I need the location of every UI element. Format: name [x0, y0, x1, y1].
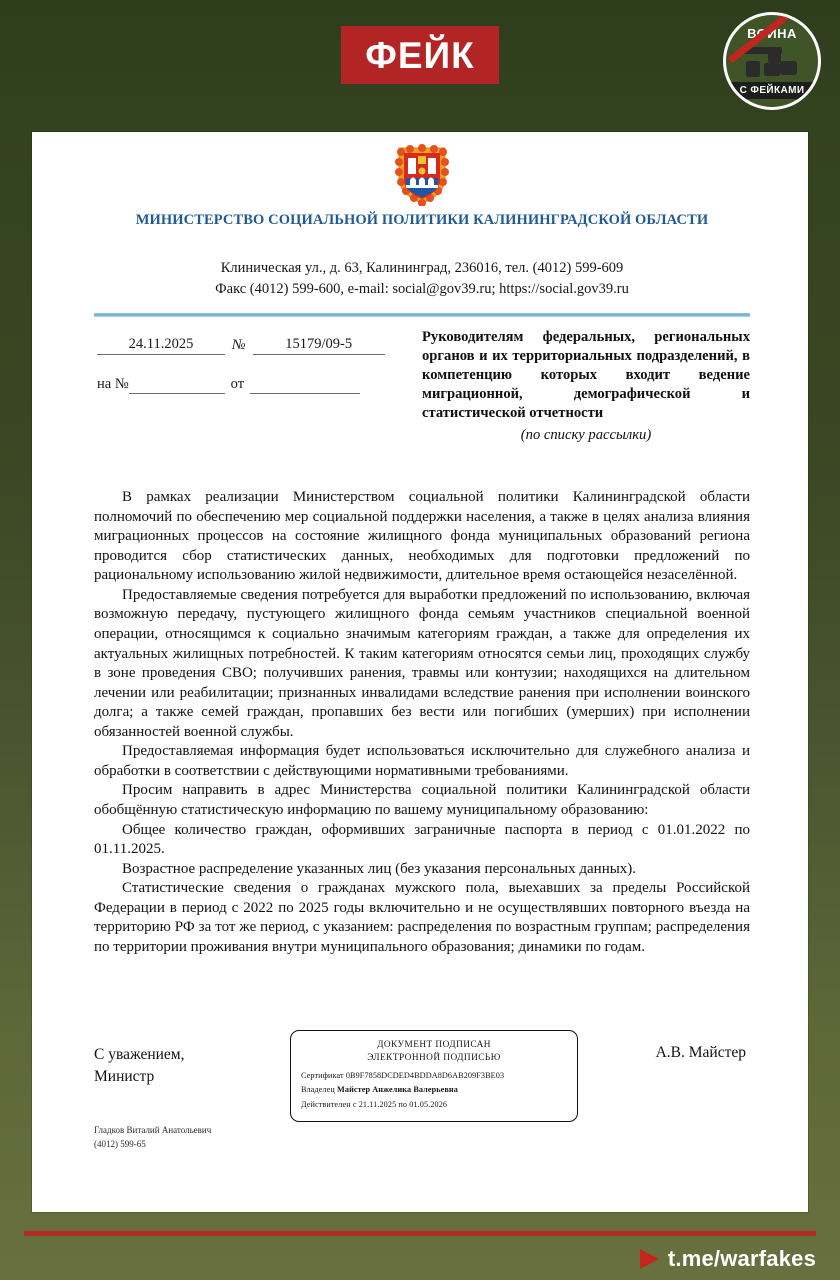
logo-bottom-label: С ФЕЙКАМИ: [730, 82, 814, 99]
estamp-certificate-label: Сертификат: [301, 1071, 344, 1081]
executor-name: Гладков Виталий Анатольевич: [94, 1125, 212, 1135]
executor-phone: (4012) 599-65: [94, 1138, 146, 1149]
document-number: 15179/09-5: [253, 336, 385, 355]
body-paragraph: Просим направить в адрес Министерства социальной политики Калининградской области обобщённую статистическую информацию по вашему муниципальному образованию:: [94, 782, 750, 818]
incoming-date-value: [250, 378, 360, 394]
body-paragraph: Статистические сведения о гражданах мужского пола, выехавших за пределы Российской Федерации в период с 2022 по 2025 годы включительно и не осуществлявших повторного въезда на территорию РФ за тот же период, с указанием: распределения по возрастным группам; распределения по территории проживания внутри муниципального образования; динамики по годам.: [94, 880, 750, 955]
estamp-valid-label: Действителен с: [301, 1099, 357, 1109]
estamp-owner-label: Владелец: [301, 1085, 335, 1095]
electronic-signature-stamp: [290, 1030, 578, 1122]
closing-phrase: С уважением,: [94, 1046, 185, 1063]
footer-divider: [24, 1231, 816, 1236]
incoming-number-value: [129, 378, 225, 394]
fake-badge: [341, 26, 499, 84]
estamp-owner-value: Майстер Анжелика Валерьевна: [337, 1085, 458, 1095]
signature-closing-block: [94, 1044, 185, 1089]
reference-block: [97, 330, 387, 394]
addressee-text: Руководителям федеральных, региональных органов и их территориальных подразделений, в компетенцию которых входит ведение миграционной, демографической и статистической отчетности: [422, 329, 750, 421]
signer-name: А.В. Майстер: [655, 1044, 746, 1061]
estamp-validity-row: [301, 1099, 567, 1111]
incoming-number-label: на №: [97, 376, 129, 392]
estamp-certificate-row: [301, 1070, 567, 1082]
document-date: 24.11.2025: [97, 336, 225, 355]
header-divider: [94, 313, 750, 317]
ministry-contacts: [94, 258, 750, 299]
body-paragraph: Возрастное распределение указанных лиц (без указания персональных данных).: [122, 860, 637, 877]
estamp-valid-to: 01.05.2026: [409, 1099, 448, 1109]
body-paragraph: Общее количество граждан, оформивших заграничные паспорта в период с 01.01.2022 по 01.11.2025.: [94, 821, 750, 858]
contact-line-2: Факс (4012) 599-600, e-mail: social@gov39.ru; https://social.gov39.ru: [215, 280, 629, 297]
body-paragraph: Предоставляемые сведения потребуется для выработки предложений по использованию, включая возможную передачу, пустующего жилищного фонда семьям участников специальной военной операции, относящимся к социально значимым категориям граждан, а также для определения их актуальных жилищных потребностей. К таким категориям относятся семьи лиц, проходящих службу в зоне проведения СВО; получивших ранения, травмы или контузии; находящихся на длительном лечении или реабилитации; признанных инвалидами вследствие ранения при исполнении воинского долга; а также семей граждан, пропавших без вести или погибших (умерших) при исполнении обязанностей военной службы.: [94, 586, 750, 740]
kaliningrad-coat-of-arms-icon: [389, 144, 455, 206]
telegram-handle: t.me/warfakes: [667, 1246, 816, 1271]
estamp-valid-to-label: по: [398, 1099, 408, 1109]
warfakes-logo: [723, 12, 821, 110]
telegram-link[interactable]: [640, 1245, 816, 1273]
estamp-head-line-1: ДОКУМЕНТ ПОДПИСАН: [377, 1040, 491, 1050]
estamp-head-line-2: ЭЛЕКТРОННОЙ ПОДПИСЬЮ: [367, 1052, 501, 1063]
logo-top-label: ВОЙНА: [747, 26, 797, 41]
contact-line-1: Клиническая ул., д. 63, Калининград, 236016, тел. (4012) 599-609: [220, 260, 624, 276]
estamp-valid-from: 21.11.2025: [358, 1099, 397, 1109]
signer-position: Министр: [94, 1068, 155, 1086]
right-arrow-icon: [640, 1249, 659, 1269]
number-sign: №: [232, 337, 246, 353]
document-page: [32, 132, 808, 1212]
addressee-block: [422, 328, 750, 445]
estamp-certificate-value: 0B9F7858DCDED4BDDA8D6AB209F3BE03: [345, 1071, 505, 1081]
weapons-icon: [742, 45, 800, 79]
incoming-date-label: от: [230, 376, 245, 392]
estamp-owner-row: [301, 1084, 567, 1096]
body-paragraph: Предоставляемая информация будет использоваться исключительно для служебного анализа и обработки в соответствии с действующими нормативными требованиями.: [94, 743, 750, 779]
executor-block: [94, 1124, 211, 1151]
distribution-note: (по списку рассылки): [520, 426, 652, 443]
document-body: [94, 488, 750, 958]
body-paragraph: В рамках реализации Министерством социальной политики Калининградской области полномочий по обеспечению мер социальной поддержки населения, а также в целях анализа влияния миграционных процессов на состояние жилищного фонда муниципальных образований региона проводится сбор статистических данных, необходимых для подготовки предложений по рациональному использованию жилой недвижимости, длительное время остающейся незаселённой.: [94, 489, 750, 584]
fake-badge-label: ФЕЙК: [365, 34, 475, 76]
ministry-title: МИНИСТЕРСТВО СОЦИАЛЬНОЙ ПОЛИТИКИ КАЛИНИНГРАДСКОЙ ОБЛАСТИ: [135, 212, 709, 228]
